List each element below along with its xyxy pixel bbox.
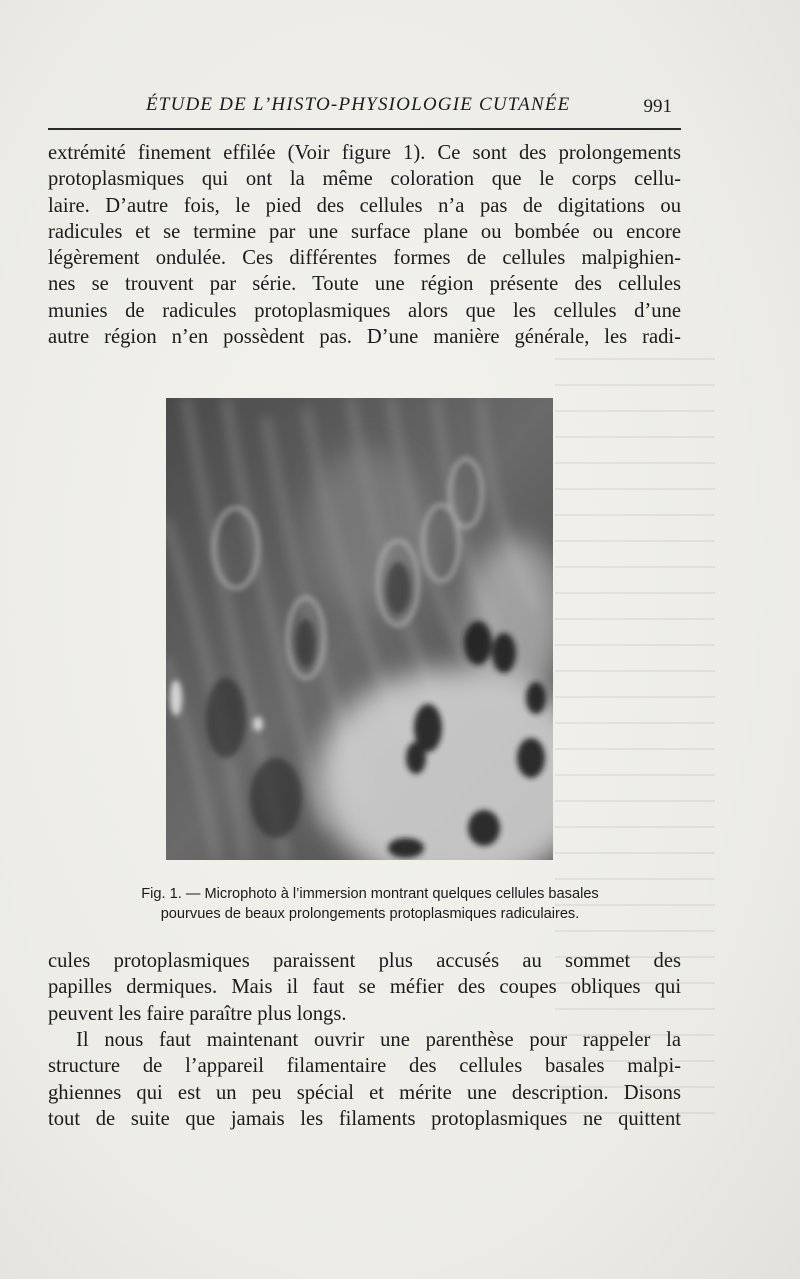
text-line: nes se trouvent par série. Toute une région présente des cellules (48, 273, 681, 296)
text-line: autre région n’en possèdent pas. D’une manière générale, les radi- (48, 326, 681, 349)
text-line: protoplasmiques qui ont la même coloration que le corps cellu- (48, 168, 681, 191)
paragraph-3 (48, 1027, 681, 1132)
page-number: 991 (643, 96, 672, 117)
running-header (48, 92, 680, 122)
text-line: ghiennes qui est un peu spécial et mérite une description. Disons (48, 1081, 681, 1104)
header-rule (48, 128, 681, 130)
caption-line: pourvues de beaux prolongements protoplasmiques radiculaires. (160, 906, 580, 922)
text-line: légèrement ondulée. Ces différentes formes de cellules malpighien- (48, 247, 682, 270)
text-line: munies de radicules protoplasmiques alors que les cellules d’une (48, 299, 682, 322)
paragraph-1 (48, 140, 681, 350)
caption-line: Fig. 1. — Microphoto à l’immersion montrant quelques cellules basales (141, 886, 599, 902)
microphoto-figure (166, 398, 553, 860)
microphoto-image (166, 398, 553, 860)
text-line: cules protoplasmiques paraissent plus accusés au sommet des (48, 950, 681, 972)
text-line: radicules et se termine par une surface plane ou bombée ou encore (48, 220, 682, 243)
running-title: ÉTUDE DE L’HISTO-PHYSIOLOGIE CUTANÉE (146, 94, 571, 115)
text-line: tout de suite que jamais les filaments protoplasmiques ne quittent (48, 1107, 681, 1130)
paragraph-2 (48, 948, 681, 1027)
text-line: extrémité finement effilée (Voir figure 1). Ce sont des prolongements (48, 142, 681, 164)
text-line: structure de l’appareil filamentaire des cellules basales malpi- (48, 1055, 682, 1078)
text-line: papilles dermiques. Mais il faut se méfier des coupes obliques qui (48, 976, 682, 999)
text-line: peuvent les faire paraître plus longs. (48, 1002, 347, 1025)
figure-caption (60, 884, 680, 924)
text-line: laire. D’autre fois, le pied des cellules n’a pas de digitations ou (48, 194, 681, 217)
text-line: Il nous faut maintenant ouvrir une parenthèse pour rappeler la (76, 1029, 681, 1051)
